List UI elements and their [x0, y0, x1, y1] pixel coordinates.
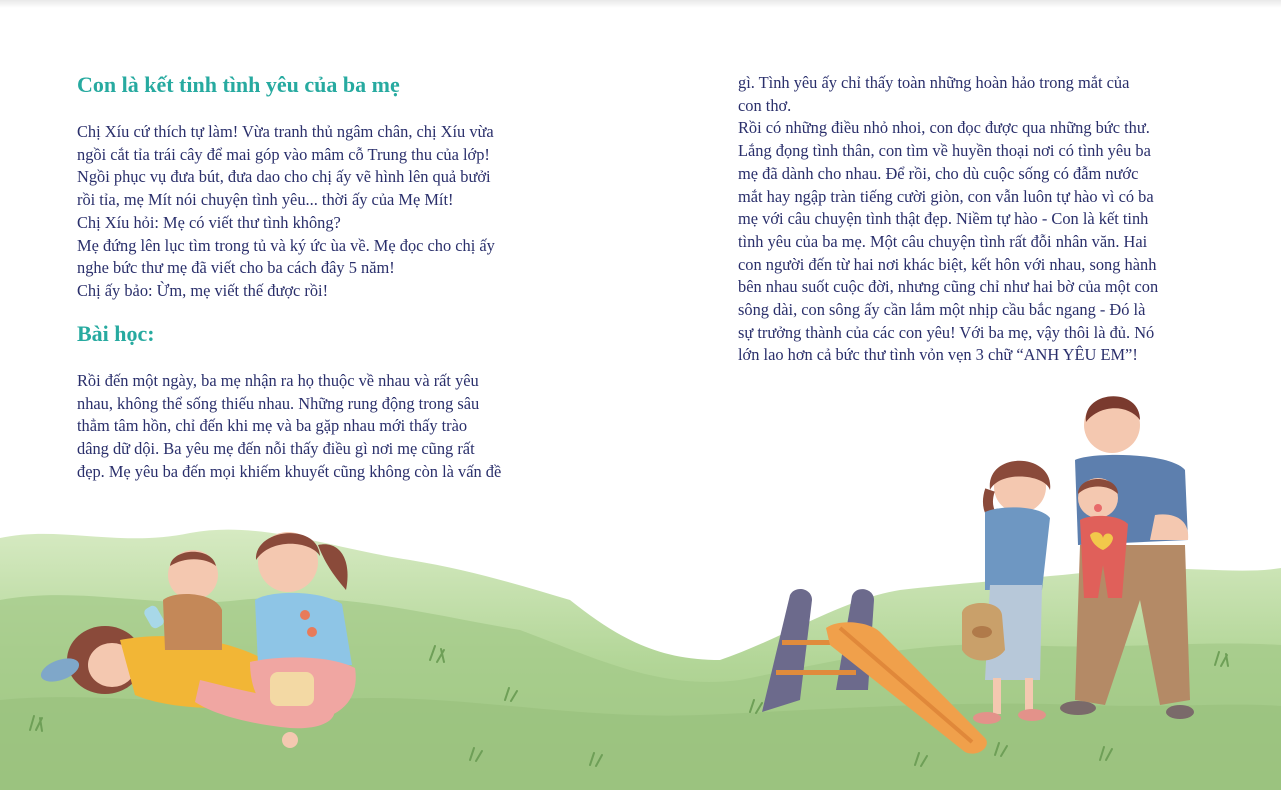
text-line: nhau, không thể sống thiếu nhau. Những rung động trong sâu: [77, 393, 480, 413]
text-line: thẳm tâm hồn, chỉ đến khi mẹ và ba gặp nhau mới thấy trào: [77, 416, 468, 436]
text-line: dâng dữ dội. Ba yêu mẹ đến nỗi thấy điều gì nơi mẹ cũng rất: [77, 439, 475, 459]
text-line: lớn lao hơn cả bức thư tình vỏn vẹn 3 chữ “ANH YÊU EM”!: [738, 345, 1138, 365]
text-line: Chị ấy bảo: Ừm, mẹ viết thế được rồi!: [77, 280, 329, 300]
text-line: ngồi cắt tỉa trái cây để mai góp vào mâm cỗ Trung thu của lớp!: [77, 144, 490, 164]
text-line: Rồi đến một ngày, ba mẹ nhận ra họ thuộc về nhau và rất yêu: [77, 371, 479, 390]
page-title: Con là kết tinh tình yêu của ba mẹ: [77, 72, 400, 97]
continued-paragraph: [738, 72, 1158, 367]
text-line: mẹ đã dành cho nhau. Để rồi, cho dù cuộc sống có đẫm nước: [738, 163, 1139, 183]
text-line: mắt hay ngập tràn tiếng cười giòn, con vẫn luôn tự hào vì có ba: [738, 186, 1154, 206]
text-line: sự trưởng thành của các con yêu! Với ba mẹ, vậy thôi là đủ. Nó: [738, 322, 1155, 342]
lesson-heading: Bài học:: [77, 321, 155, 346]
text-line: bên nhau suốt cuộc đời, nhưng cũng chỉ như hai bờ của một con: [738, 277, 1159, 297]
text-line: Rồi có những điều nhỏ nhoi, con đọc được qua những bức thư.: [738, 118, 1150, 138]
text-line: Chị Xíu cứ thích tự làm! Vừa tranh thủ ngâm chân, chị Xíu vừa: [77, 122, 494, 141]
text-line: nghe bức thư mẹ đã viết cho ba cách đây 5 năm!: [77, 258, 395, 278]
text-line: đẹp. Mẹ yêu ba đến mọi khiếm khuyết cũng không còn là vấn đề: [77, 461, 502, 481]
text-line: con người đến từ hai nơi khác biệt, kết hôn với nhau, song hành: [738, 254, 1157, 274]
text-line: gì. Tình yêu ấy chỉ thấy toàn những hoàn hảo trong mắt của: [738, 73, 1130, 92]
text-line: mẹ với câu chuyện tình thật đẹp. Niềm tự hào - Con là kết tinh: [738, 209, 1149, 229]
text-line: sông dài, con sông ấy cần lắm một nhịp cầu bắc ngang - Đó là: [738, 300, 1146, 320]
text-line: Lắng đọng tình thân, con tìm về huyền thoại nơi có tình yêu ba: [738, 141, 1151, 161]
text-line: Ngồi phục vụ đưa bút, đưa dao cho chị ấy vẽ hình lên quả bưởi: [77, 167, 491, 187]
text-line: Chị Xíu hỏi: Mẹ có viết thư tình không?: [77, 212, 341, 232]
story-paragraph: [77, 121, 495, 303]
text-line: rồi tỉa, mẹ Mít nói chuyện tình yêu... thời ấy của Mẹ Mít!: [77, 190, 454, 210]
text-line: Mẹ đứng lên lục tìm trong tủ và ký ức ùa về. Mẹ đọc cho chị ấy: [77, 235, 495, 255]
text-line: con thơ.: [738, 95, 792, 115]
text-line: tình yêu của ba mẹ. Một câu chuyện tình rất đỗi nhân văn. Hai: [738, 231, 1148, 251]
lesson-paragraph: [77, 370, 501, 484]
